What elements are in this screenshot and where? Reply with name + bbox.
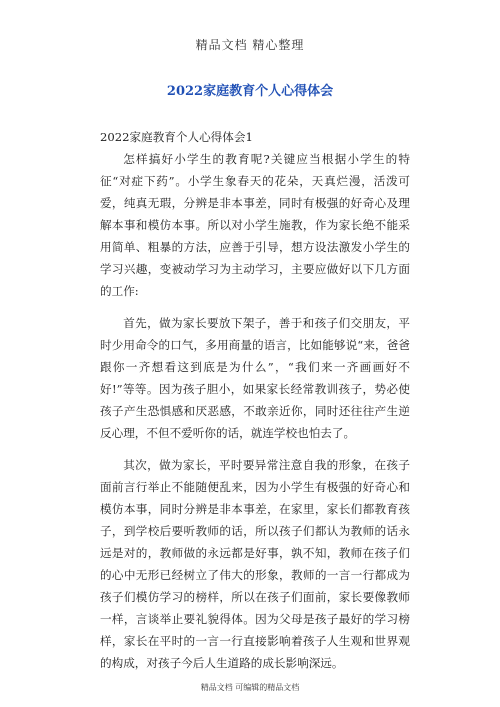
paragraph-first: 首先，做为家长要放下架子，善于和孩子们交朋友，平时少用命令的口气，多用商量的语言，比如能够说“来，爸爸跟你一齐想看这到底是为什么”，“我们来一齐画画好不好!”等等。因为孩子胆小，如果家长经常教训孩子，势必使孩子产生恐惧感和厌恶感，不敢亲近你，同时还往往产生逆反心理，不但不爱听你的话，就连学校也怕去了。 — [100, 316, 410, 440]
section-heading: 2022家庭教育个人心得体会1 — [100, 130, 253, 144]
paragraph-second: 其次，做为家长，平时要异常注意自我的形象，在孩子面前言行举止不能随便乱来，因为小学生有极强的好奇心和模仿本事，同时分辨是非本事差，在家里，家长们都教育孩子，到学校后要听教师的话，所以孩子们都认为教师的话永远是对的，教师做的永远都是好事，孰不知，教师在孩子们的心中无形已经树立了伟大的形象，教师的一言一行都成为孩子们模仿学习的榜样，所以在孩子们面前，家长要像教师一样，言谈举止要礼貌得体。因为父母是孩子最好的学习榜样，家长在平时的一言一行直接影响着孩子人生观和世界观的构成，对孩子今后人生道路的成长影响深远。 — [100, 458, 410, 670]
document-title: 2022家庭教育个人心得体会 — [166, 84, 334, 99]
document-body — [100, 126, 410, 674]
paragraph-intro: 怎样搞好小学生的教育呢?关键应当根据小学生的特征“对症下药”。小学生象春天的花朵，天真烂漫，活泼可爱，纯真无瑕，分辨是非本事差，同时有极强的好奇心及理解本事和模仿本事。所以对小学生施教，作为家长绝不能采用简单、粗暴的方法，应善于引导，想方设法激发小学生的学习兴趣，变被动学习为主动学习，主要应做好以下几方面的工作: — [100, 152, 410, 298]
header-note: 精品文档 精心整理 — [195, 38, 305, 52]
footer-note: 精品文档 可编辑的精品文档 — [200, 683, 300, 692]
